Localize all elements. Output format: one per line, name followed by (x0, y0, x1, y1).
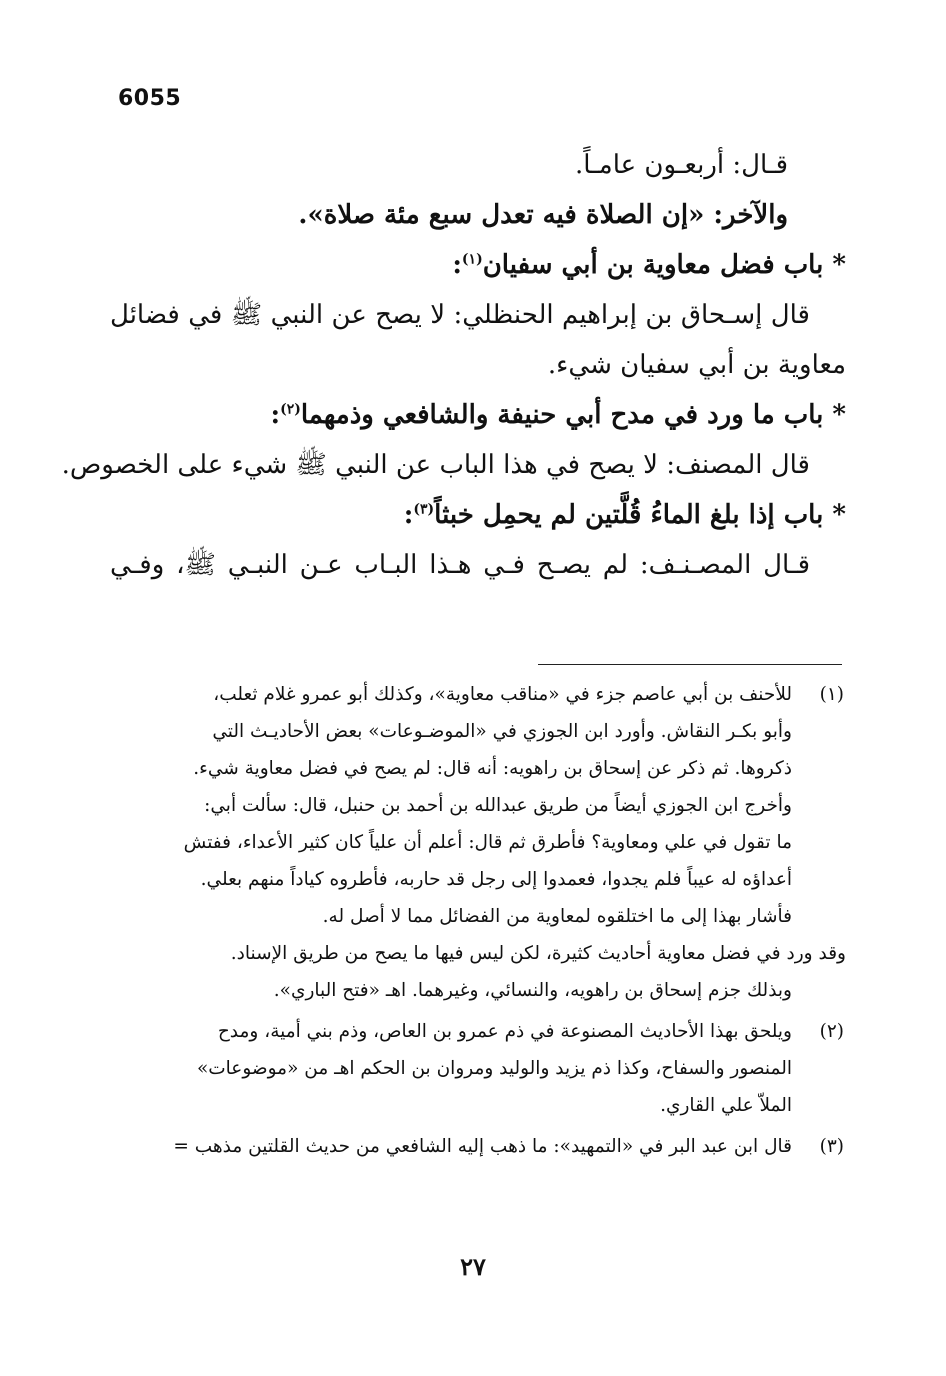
footnote-number: (١) (819, 684, 844, 705)
footnote-line: فأشار بهذا إلى ما اختلقوه لمعاوية من الفضائل مما لا أصل له. (322, 906, 792, 927)
text-line: قـال المصـنـف: لم يصـح فـي هـذا البـاب عـن النبـي ﷺ، وفـي (110, 550, 810, 580)
footnote-line: ويلحق بهذا الأحاديث المصنوعة في ذم عمرو بن العاص، وذم بني أمية، ومدح (217, 1021, 792, 1042)
footnote-line: قال ابن عبد البر في «التمهيد»: ما ذهب إليه الشافعي من حديث القلتين مذهب = (173, 1136, 792, 1157)
footnote-line: ذكروها. ثم ذكر عن إسحاق بن راهويه: أنه قال: لم يصح في فضل معاوية شيء. (193, 758, 792, 779)
footnote-ref: (٢) (280, 401, 301, 418)
footnote-divider (538, 664, 842, 665)
footnote-line: الملاّ علي القاري. (660, 1095, 792, 1116)
footnote (110, 1013, 846, 1124)
chapter-heading: * باب فضل معاوية بن أبي سفيان$^{(١)}$: (452, 250, 846, 280)
footnote-number: (٢) (819, 1021, 844, 1042)
footnote-line: أعداؤه له عيباً فلم يجدوا، فعمدوا إلى رجل قد حاربه، فأطروه كياداً منهم بعلي. (200, 869, 792, 890)
footnote-line: وأبو بكـر النقاش. وأورد ابن الجوزي في «الموضـوعات» بعض الأحاديـث التي (212, 721, 792, 742)
text-line: قـال: أربعـون عامـاً. (574, 150, 788, 180)
text-line: معاوية بن أبي سفيان شيء. (547, 350, 846, 380)
footnote-line: للأحنف بن أبي عاصم جزء في «مناقب معاوية»، وكذلك أبو عمرو غلام ثعلب، (213, 684, 792, 705)
footnote-line: وأخرج ابن الجوزي أيضاً من طريق عبدالله بن أحمد بن حنبل، قال: سألت أبي: (204, 795, 792, 816)
footnote-ref: (١) (461, 251, 483, 268)
footnote-line: ما تقول في علي ومعاوية؟ فأطرق ثم قال: أعلم أن علياً كان كثير الأعداء، ففتش (183, 832, 792, 853)
footnote (110, 676, 846, 1009)
footnote-ref: (٣) (413, 501, 435, 518)
footnote-line: المنصور والسفاح، وكذا ذم يزيد والوليد ومروان بن الحكم اهـ من «موضوعات» (196, 1058, 792, 1079)
footnote-line: وبذلك جزم إسحاق بن راهويه، والنسائي، وغيرهما. اهـ «فتح الباري». (273, 980, 792, 1001)
chapter-heading: * باب إذا بلغ الماءُ قُلَّتين لم يحمِل خبثاً$^{(٣)}$: (403, 500, 846, 530)
text-line: قال المصنف: لا يصح في هذا الباب عن النبي ﷺ شيء على الخصوص. (61, 450, 810, 480)
text-line: والآخر: «إن الصلاة فيه تعدل سبع مئة صلاة». (298, 200, 788, 230)
chapter-heading: * باب ما ورد في مدح أبي حنيفة والشافعي وذمهما$^{(٢)}$: (270, 400, 846, 430)
main-text (61, 140, 846, 590)
page-number: ٢٧ (460, 1252, 486, 1281)
footnotes (110, 676, 846, 1169)
page-id: 6055 (118, 86, 182, 111)
footnote (110, 1128, 846, 1165)
text-line: قال إسـحاق بن إبراهيم الحنظلي: لا يصح عن النبي ﷺ في فضائل (110, 300, 810, 330)
footnote-line: وقد ورد في فضل معاوية أحاديث كثيرة، لكن ليس فيها ما يصح من طريق الإسناد. (230, 943, 846, 964)
footnote-number: (٣) (819, 1136, 844, 1157)
